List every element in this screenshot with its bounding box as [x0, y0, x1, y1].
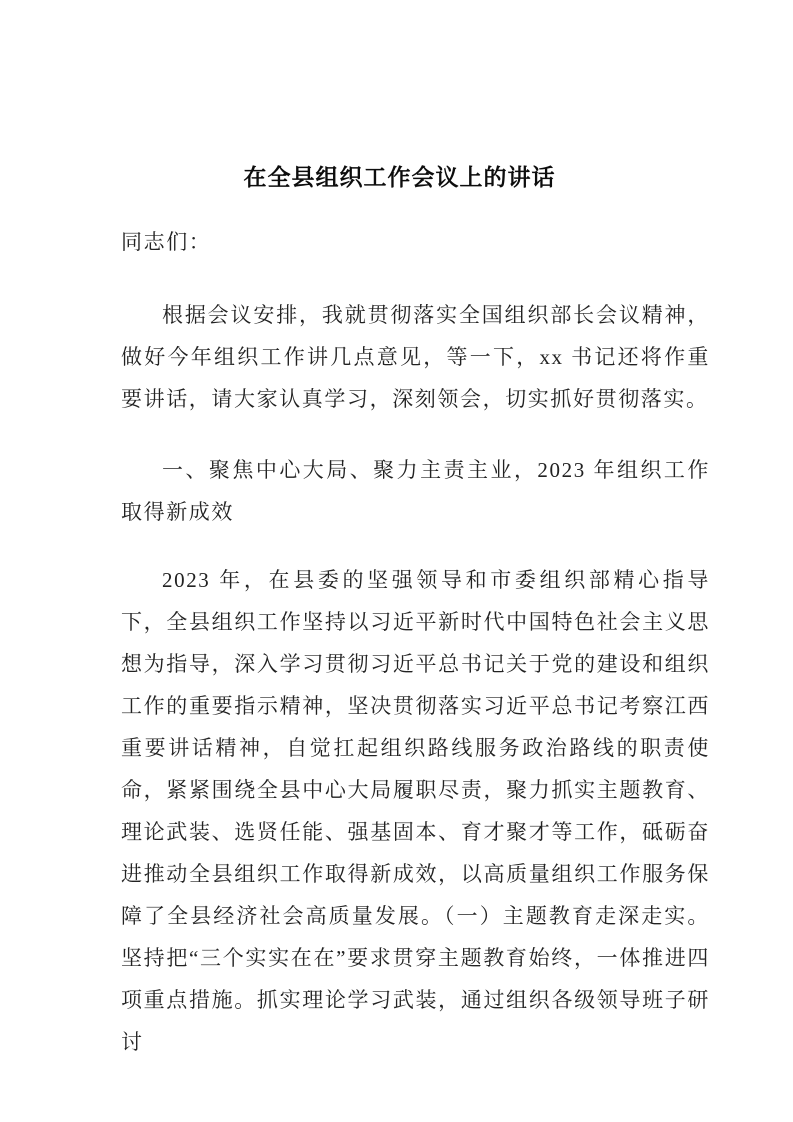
section-heading-1: 一、聚焦中心大局、聚力主责主业，2023 年组织工作取得新成效 [121, 458, 710, 524]
document-title: 在全县组织工作会议上的讲话 [243, 165, 556, 190]
paragraph-section-1-body: 2023 年，在县委的坚强领导和市委组织部精心指导下，全县组织工作坚持以习近平新时代中国特色社会主义思想为指导，深入学习贯彻习近平总书记关于党的建设和组织工作的重要指示精神，坚决贯彻落实习近平总书记考察江西重要讲话精神，自觉扛起组织路线服务政治路线的职责使命，紧紧围绕全县中心大局履职尽责，聚力抓实主题教育、理论武装、选贤任能、强基固本、育才聚才等工作，砥砺奋进推动全县组织工作取得新成效，以高质量组织工作服务保障了全县经济社会高质量发展。（一）主题教育走深走实。坚持把“三个实实在在”要求贯穿主题教育始终，一体推进四项重点措施。抓实理论学习武装，通过组织各级领导班子研讨 [121, 568, 710, 1054]
salutation: 同志们： [121, 230, 212, 254]
paragraph-intro: 根据会议安排，我就贯彻落实全国组织部长会议精神，做好今年组织工作讲几点意见，等一下，xx 书记还将作重要讲话，请大家认真学习，深刻领会，切实抓好贯彻落实。 [121, 303, 710, 411]
